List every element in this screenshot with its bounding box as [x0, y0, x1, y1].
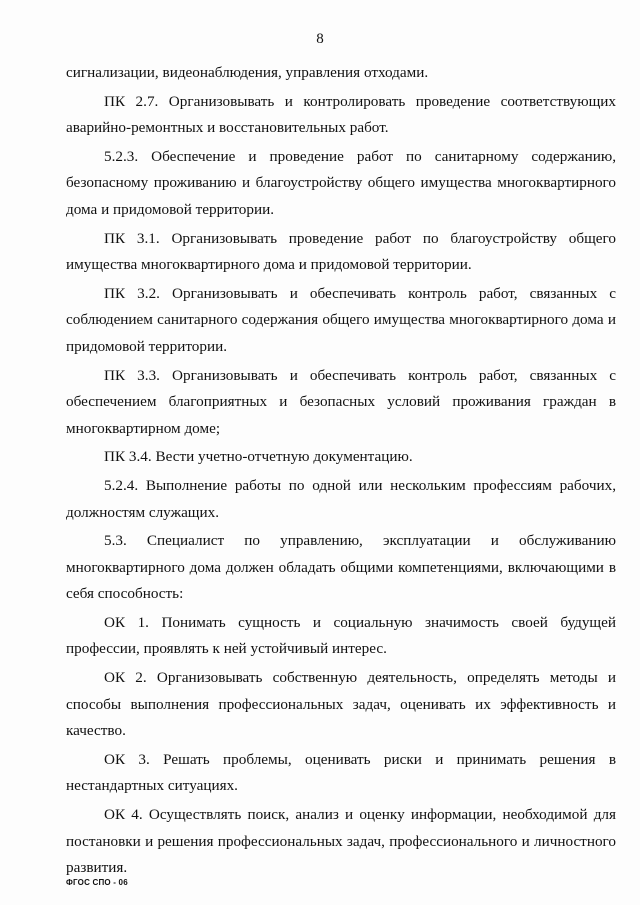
paragraph: ОК 3. Решать проблемы, оценивать риски и принимать решения в нестандартных ситуациях. — [66, 750, 616, 795]
paragraph: ПК 3.4. Вести учетно-отчетную документацию. — [104, 448, 413, 466]
paragraph: 5.3. Специалист по управлению, эксплуатации и обслуживанию многоквартирного дома должен обладать общими компетенциями, включающими в себя способность: — [66, 532, 616, 603]
page-number: 8 — [316, 31, 324, 47]
paragraph: ПК 2.7. Организовывать и контролировать проведение соответствующих аварийно-ремонтных и восстановительных работ. — [66, 92, 616, 137]
footer-document-code: ФГОС СПО - 06 — [66, 878, 128, 887]
paragraph: ОК 4. Осуществлять поиск, анализ и оценку информации, необходимой для постановки и решения профессиональных задач, профессионального и личностного развития. — [66, 806, 616, 877]
paragraph: ОК 2. Организовывать собственную деятельность, определять методы и способы выполнения профессиональных задач, оценивать их эффективность и качество. — [66, 669, 616, 740]
paragraph: сигнализации, видеонаблюдения, управления отходами. — [66, 64, 429, 81]
paragraph: 5.2.4. Выполнение работы по одной или нескольким профессиям рабочих, должностям служащих. — [66, 476, 616, 521]
paragraph: ПК 3.1. Организовывать проведение работ по благоустройству общего имущества многоквартирного дома и придомовой территории. — [66, 229, 616, 274]
paragraph: 5.2.3. Обеспечение и проведение работ по санитарному содержанию, безопасному проживанию и благоустройству общего имущества многоквартирного дома и придомовой территории. — [66, 147, 616, 218]
paragraph: ПК 3.2. Организовывать и обеспечивать контроль работ, связанных с соблюдением санитарного содержания общего имущества многоквартирного дома и придомовой территории. — [66, 284, 616, 355]
paragraph: ПК 3.3. Организовывать и обеспечивать контроль работ, связанных с обеспечением благоприятных и безопасных условий проживания граждан в многоквартирном доме; — [66, 366, 616, 437]
paragraph: ОК 1. Понимать сущность и социальную значимость своей будущей профессии, проявлять к ней устойчивый интерес. — [66, 613, 616, 658]
document-body — [66, 60, 616, 882]
